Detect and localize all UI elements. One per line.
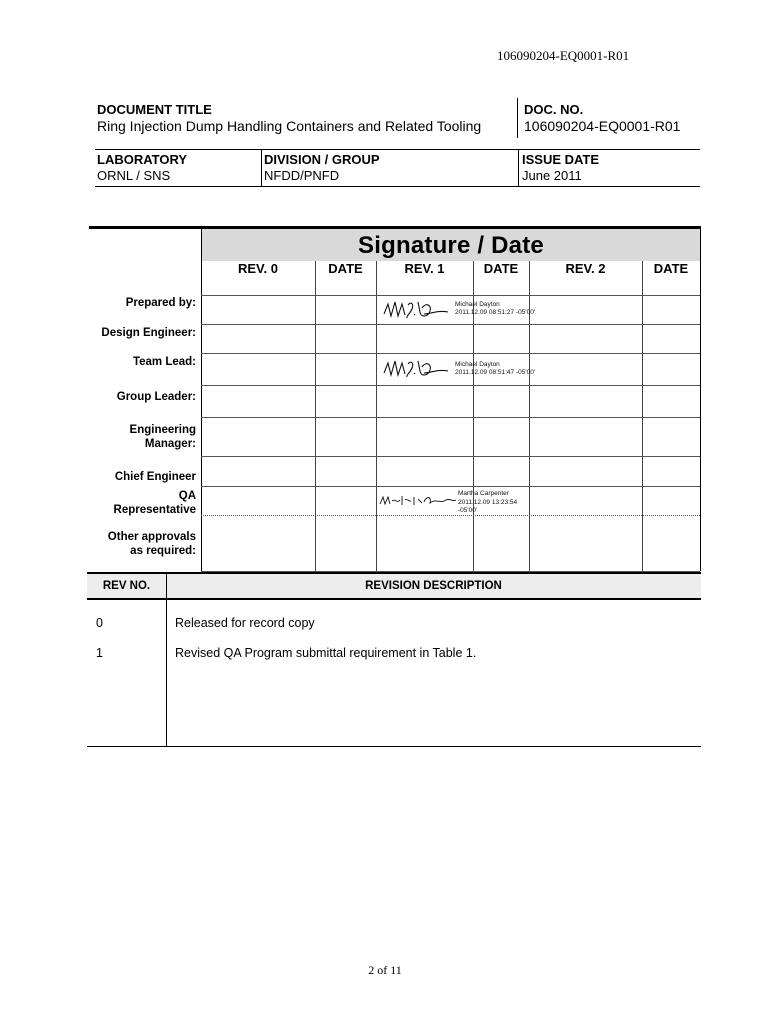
row-label-engineering-manager-1: Engineering xyxy=(129,424,196,436)
row-label-engineering-manager-2: Manager: xyxy=(144,438,196,450)
column-header-rev2: REV. 2 xyxy=(565,261,606,276)
column-header-date: DATE xyxy=(328,261,363,276)
revision-header-bottom-border xyxy=(87,598,701,600)
row-label-prepared-by: Prepared by: xyxy=(125,297,196,309)
revision-table-bottom-border xyxy=(87,746,701,747)
header-divider xyxy=(518,149,519,186)
header-divider xyxy=(517,98,518,138)
header-rule xyxy=(95,186,700,187)
row-label-qa-2: Representative xyxy=(113,504,196,516)
laboratory-label: LABORATORY xyxy=(97,152,188,167)
signature-stamp-prepared: 2011.12.09 08:51:27 -05'00' xyxy=(455,309,536,316)
signature-name-team-lead: Michael Dayton xyxy=(455,361,500,368)
signature-name-qa: Martha Carpenter xyxy=(458,490,509,497)
laboratory-value: ORNL / SNS xyxy=(97,168,171,183)
row-label-team-lead: Team Lead: xyxy=(132,356,196,368)
column-header-rev0: REV. 0 xyxy=(238,261,278,276)
revision-column-description: REVISION DESCRIPTION xyxy=(365,580,502,592)
row-label-qa-1: QA xyxy=(178,490,196,502)
row-label-group-leader: Group Leader: xyxy=(116,391,196,403)
revision-rev-0: 0 xyxy=(96,616,103,630)
signature-team-lead xyxy=(380,355,452,383)
document-number-header: 106090204-EQ0001-R01 xyxy=(497,48,630,63)
row-label-chief-engineer: Chief Engineer xyxy=(114,471,196,483)
issue-date-value: June 2011 xyxy=(522,168,582,183)
row-label-design-engineer: Design Engineer: xyxy=(101,327,196,339)
page-number: 2 of 11 xyxy=(368,963,402,977)
issue-date-label: ISSUE DATE xyxy=(522,152,600,167)
signature-table-title: Signature / Date xyxy=(358,232,544,259)
header-rule xyxy=(95,149,700,150)
header-divider xyxy=(261,149,262,186)
row-label-other-approvals-2: as required: xyxy=(130,545,196,557)
doc-no-value: 106090204-EQ0001-R01 xyxy=(524,118,681,134)
document-title-label: DOCUMENT TITLE xyxy=(97,102,212,117)
document-title: Ring Injection Dump Handling Containers and Related Tooling xyxy=(97,118,482,134)
row-label-other-approvals-1: Other approvals xyxy=(107,531,196,543)
signature-stamp-qa-2: -05'00' xyxy=(458,507,478,514)
revision-column-rev-no: REV NO. xyxy=(102,580,151,592)
signature-stamp-qa-1: 2011.12.09 13:23:54 xyxy=(458,499,518,506)
signature-name-prepared: Michael Dayton xyxy=(455,301,500,308)
division-value: NFDD/PNFD xyxy=(264,168,340,183)
column-header-rev1: REV. 1 xyxy=(404,261,445,276)
signature-qa xyxy=(378,492,458,512)
revision-rev-1: 1 xyxy=(96,646,103,660)
signature-prepared-by xyxy=(380,296,452,324)
column-header-date: DATE xyxy=(653,261,689,276)
revision-description-0: Released for record copy xyxy=(175,616,315,630)
revision-column-divider xyxy=(166,574,167,746)
doc-no-label: DOC. NO. xyxy=(524,102,584,117)
division-label: DIVISION / GROUP xyxy=(264,152,380,167)
signature-stamp-team-lead: 2011.12.09 08:51:47 -05'00' xyxy=(455,369,536,376)
revision-description-1: Revised QA Program submittal requirement in Table 1. xyxy=(175,646,477,660)
column-header-date: DATE xyxy=(483,261,519,276)
